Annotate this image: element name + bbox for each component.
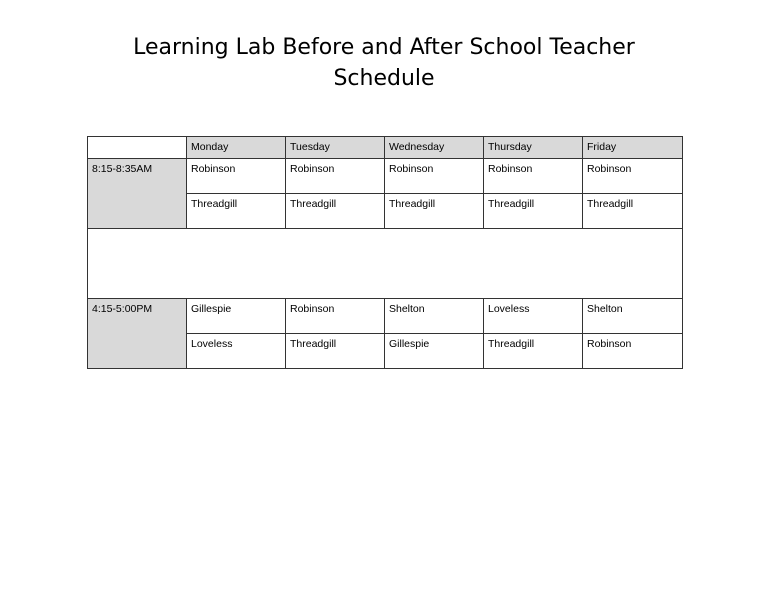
teacher-cell: Threadgill [187,194,286,229]
day-header-friday: Friday [583,137,683,159]
teacher-cell: Robinson [187,159,286,194]
table-row [88,299,683,334]
teacher-cell: Loveless [484,299,583,334]
teacher-cell: Threadgill [286,334,385,369]
teacher-cell: Robinson [484,159,583,194]
teacher-cell: Threadgill [286,194,385,229]
page-title-line-1: Learning Lab Before and After School Teacher [133,35,635,60]
header-row [88,137,683,159]
day-header-thursday: Thursday [484,137,583,159]
teacher-cell: Threadgill [484,334,583,369]
teacher-cell: Gillespie [385,334,484,369]
day-header-monday: Monday [187,137,286,159]
teacher-cell: Threadgill [484,194,583,229]
time-slot-morning: 8:15-8:35AM [88,159,187,229]
teacher-cell: Threadgill [583,194,683,229]
teacher-cell: Shelton [583,299,683,334]
teacher-cell: Robinson [286,159,385,194]
teacher-cell: Robinson [286,299,385,334]
day-header-wednesday: Wednesday [385,137,484,159]
table-row [88,159,683,194]
teacher-cell: Robinson [583,159,683,194]
time-slot-afternoon: 4:15-5:00PM [88,299,187,369]
schedule-table [87,136,683,369]
page-title [0,32,768,94]
teacher-cell: Robinson [583,334,683,369]
teacher-cell: Shelton [385,299,484,334]
page-title-line-2: Schedule [333,66,435,91]
spacer-cell [88,229,683,299]
spacer-row [88,229,683,299]
teacher-cell: Robinson [385,159,484,194]
teacher-cell: Loveless [187,334,286,369]
teacher-cell: Gillespie [187,299,286,334]
day-header-tuesday: Tuesday [286,137,385,159]
corner-cell [88,137,187,159]
teacher-cell: Threadgill [385,194,484,229]
